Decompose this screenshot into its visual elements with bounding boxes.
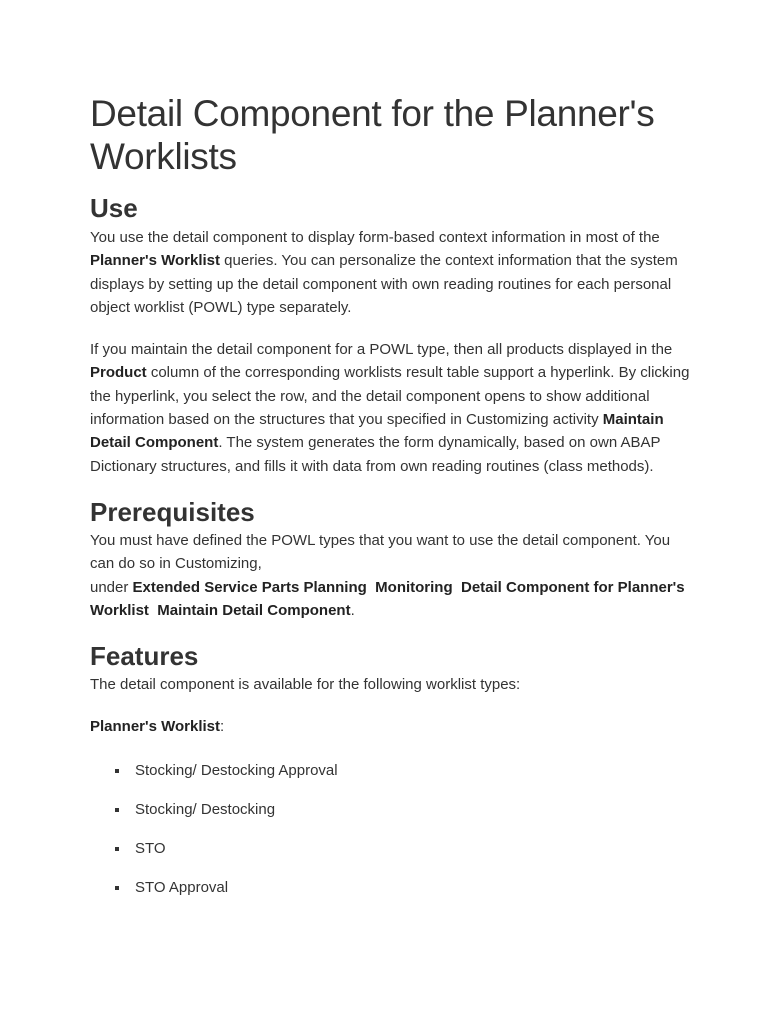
use-paragraph-1 bbox=[90, 226, 690, 319]
bullet-icon bbox=[115, 808, 119, 812]
product-term: Product bbox=[90, 364, 147, 382]
use-paragraph-2 bbox=[90, 338, 690, 478]
section-heading-prerequisites: Prerequisites bbox=[90, 496, 255, 527]
list-item bbox=[90, 759, 690, 782]
bullet-icon bbox=[115, 769, 119, 773]
list-item bbox=[90, 876, 690, 899]
worklist-label-colon: : bbox=[220, 718, 225, 736]
planners-worklist-term: Planner's Worklist bbox=[90, 252, 220, 270]
worklist-label bbox=[90, 715, 690, 738]
customizing-path-step-4: Maintain Detail Component bbox=[157, 601, 351, 619]
prereq-text-3: . bbox=[350, 601, 355, 619]
prereq-text-1: You must have defined the POWL types that you want to use the detail component. You can do so in Customizing, bbox=[90, 531, 671, 573]
customizing-path-step-1: Extended Service Parts Planning bbox=[132, 578, 367, 596]
features-intro: The detail component is available for the following worklist types: bbox=[90, 676, 521, 694]
list-item-label: Stocking/ Destocking bbox=[135, 800, 276, 818]
list-item bbox=[90, 798, 690, 821]
use-p2-text-3: . The system generates the form dynamically, based on own ABAP Dictionary structures, and fills it with data from own reading routines (class methods). bbox=[90, 434, 661, 475]
customizing-path-step-3: Detail Component for Planner's Worklist bbox=[90, 578, 685, 619]
worklist-label-bold: Planner's Worklist bbox=[90, 718, 220, 736]
list-item-label: STO bbox=[135, 839, 166, 857]
use-p2-text-1: If you maintain the detail component for a POWL type, then all products displayed in the bbox=[90, 341, 673, 359]
list-item-label: Stocking/ Destocking Approval bbox=[135, 761, 338, 779]
section-heading-features: Features bbox=[90, 641, 199, 672]
customizing-path-step-2: Monitoring bbox=[375, 578, 453, 596]
bullet-icon bbox=[115, 886, 119, 890]
document-page bbox=[90, 92, 690, 915]
maintain-detail-component-term: Maintain Detail Component bbox=[90, 411, 664, 452]
use-p1-text-2: queries. You can personalize the context information that the system displays by setting up the detail component with own reading routines for each personal object worklist (POWL) type separately. bbox=[90, 252, 678, 316]
prerequisites-paragraph bbox=[90, 529, 690, 622]
use-p2-text-2: column of the corresponding worklists result table support a hyperlink. By clicking the hyperlink, you select the row, and the detail component opens to show additional information based on the structures that you specified in Customizing activity bbox=[90, 364, 690, 429]
prereq-text-2: under bbox=[90, 578, 133, 596]
page-title: Detail Component for the Planner's Worklists bbox=[90, 93, 655, 177]
list-item-label: STO Approval bbox=[135, 878, 229, 896]
use-p1-text-1: You use the detail component to display form-based context information in most of the bbox=[90, 229, 660, 246]
section-heading-use: Use bbox=[90, 193, 138, 223]
bullet-icon bbox=[115, 847, 119, 851]
worklist-types-list bbox=[90, 759, 690, 899]
list-item bbox=[90, 837, 690, 860]
